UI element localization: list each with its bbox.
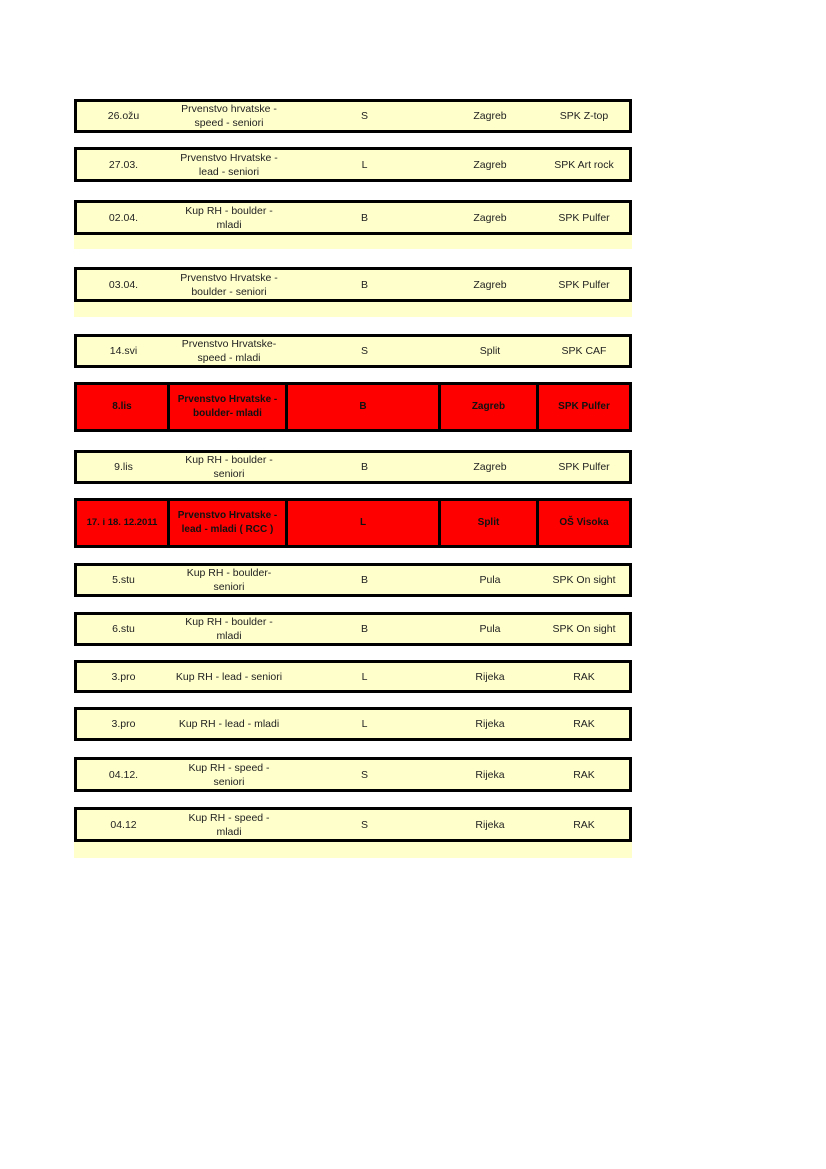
table-row bbox=[74, 99, 632, 133]
organizer-cell: SPK Pulfer bbox=[558, 278, 610, 291]
organizer-cell: RAK bbox=[573, 818, 595, 831]
organizer-cell: SPK Z-top bbox=[559, 110, 609, 122]
table-row bbox=[74, 563, 632, 597]
organizer-cell: RAK bbox=[573, 718, 595, 730]
organizer-cell: SPK On sight bbox=[552, 623, 616, 635]
date-cell: 17. i 18. 12.2011 bbox=[77, 501, 170, 545]
table-row bbox=[74, 612, 632, 646]
discipline-cell: S bbox=[360, 110, 368, 122]
city-cell: Rijeka bbox=[475, 768, 505, 781]
event-cell: Prvenstvo Hrvatske- speed - mladi bbox=[181, 338, 277, 364]
event-cell: Prvenstvo Hrvatske - boulder - seniori bbox=[180, 271, 278, 298]
discipline-cell: B bbox=[288, 385, 441, 429]
discipline-cell: L bbox=[288, 501, 441, 545]
table-row bbox=[74, 660, 632, 693]
discipline-cell: L bbox=[361, 718, 368, 730]
filler-band bbox=[74, 302, 632, 317]
date-cell: 27.03. bbox=[108, 158, 139, 171]
table-row bbox=[74, 334, 632, 368]
city-cell: Zagreb bbox=[441, 385, 539, 429]
discipline-cell: S bbox=[360, 345, 368, 357]
city-cell: Zagreb bbox=[473, 158, 507, 171]
date-cell: 04.12 bbox=[110, 818, 137, 831]
event-cell: Kup RH - lead - mladi bbox=[178, 718, 280, 730]
organizer-cell: RAK bbox=[573, 768, 595, 781]
event-cell: Kup RH - boulder - mladi bbox=[185, 204, 273, 231]
event-cell: Prvenstvo Hrvatske - lead - mladi ( RCC ) bbox=[170, 501, 288, 545]
city-cell: Zagreb bbox=[473, 461, 507, 473]
date-cell: 9.lis bbox=[114, 461, 133, 473]
date-cell: 26.ožu bbox=[107, 110, 140, 122]
discipline-cell: B bbox=[360, 574, 368, 586]
date-cell: 14.svi bbox=[109, 345, 138, 357]
event-cell: Kup RH - speed - mladi bbox=[188, 811, 270, 838]
discipline-cell: B bbox=[360, 278, 368, 291]
table-row bbox=[74, 450, 632, 484]
city-cell: Split bbox=[479, 345, 501, 357]
date-cell: 03.04. bbox=[108, 278, 139, 291]
table-row bbox=[74, 200, 632, 235]
city-cell: Rijeka bbox=[475, 718, 505, 730]
event-cell: Kup RH - boulder- seniori bbox=[186, 567, 272, 593]
organizer-cell: SPK Art rock bbox=[554, 158, 614, 171]
table-row-highlighted bbox=[74, 382, 632, 432]
city-cell: Pula bbox=[479, 574, 501, 586]
filler-band bbox=[74, 235, 632, 249]
schedule-table bbox=[74, 0, 632, 1169]
discipline-cell: L bbox=[361, 158, 368, 171]
date-cell: 8.lis bbox=[77, 385, 170, 429]
city-cell: Rijeka bbox=[475, 818, 505, 831]
filler-band bbox=[74, 842, 632, 858]
date-cell: 04.12. bbox=[108, 768, 139, 781]
event-cell: Kup RH - speed - seniori bbox=[188, 761, 270, 788]
event-cell: Prvenstvo Hrvatske - boulder- mladi bbox=[170, 385, 288, 429]
organizer-cell: SPK Pulfer bbox=[558, 211, 610, 224]
date-cell: 3.pro bbox=[111, 670, 136, 683]
city-cell: Zagreb bbox=[473, 110, 507, 122]
organizer-cell: RAK bbox=[573, 670, 595, 683]
city-cell: Pula bbox=[479, 623, 501, 635]
table-row bbox=[74, 707, 632, 741]
event-cell: Kup RH - boulder - seniori bbox=[185, 454, 273, 480]
event-cell: Prvenstvo Hrvatske - lead - seniori bbox=[180, 151, 278, 178]
table-row-highlighted bbox=[74, 498, 632, 548]
discipline-cell: B bbox=[360, 623, 368, 635]
event-cell: Kup RH - boulder - mladi bbox=[185, 616, 273, 642]
discipline-cell: B bbox=[360, 211, 368, 224]
event-cell: Prvenstvo hrvatske - speed - seniori bbox=[181, 103, 277, 129]
date-cell: 02.04. bbox=[108, 211, 139, 224]
city-cell: Zagreb bbox=[473, 211, 507, 224]
table-row bbox=[74, 807, 632, 842]
organizer-cell: SPK Pulfer bbox=[558, 461, 610, 473]
date-cell: 3.pro bbox=[111, 718, 136, 730]
organizer-cell: OŠ Visoka bbox=[559, 517, 609, 528]
date-cell: 5.stu bbox=[112, 574, 135, 586]
event-cell: Kup RH - lead - seniori bbox=[175, 670, 283, 683]
table-row bbox=[74, 267, 632, 302]
table-row bbox=[74, 147, 632, 182]
discipline-cell: S bbox=[360, 818, 368, 831]
organizer-cell: SPK CAF bbox=[561, 345, 607, 357]
discipline-cell: S bbox=[360, 768, 368, 781]
city-cell: Rijeka bbox=[475, 670, 505, 683]
discipline-cell: B bbox=[360, 461, 368, 473]
city-cell: Zagreb bbox=[473, 278, 507, 291]
city-cell: Split bbox=[441, 501, 539, 545]
organizer-cell: SPK On sight bbox=[552, 574, 616, 586]
table-row bbox=[74, 757, 632, 792]
discipline-cell: L bbox=[361, 670, 368, 683]
organizer-cell: SPK Pulfer bbox=[558, 401, 610, 412]
date-cell: 6.stu bbox=[112, 623, 135, 635]
